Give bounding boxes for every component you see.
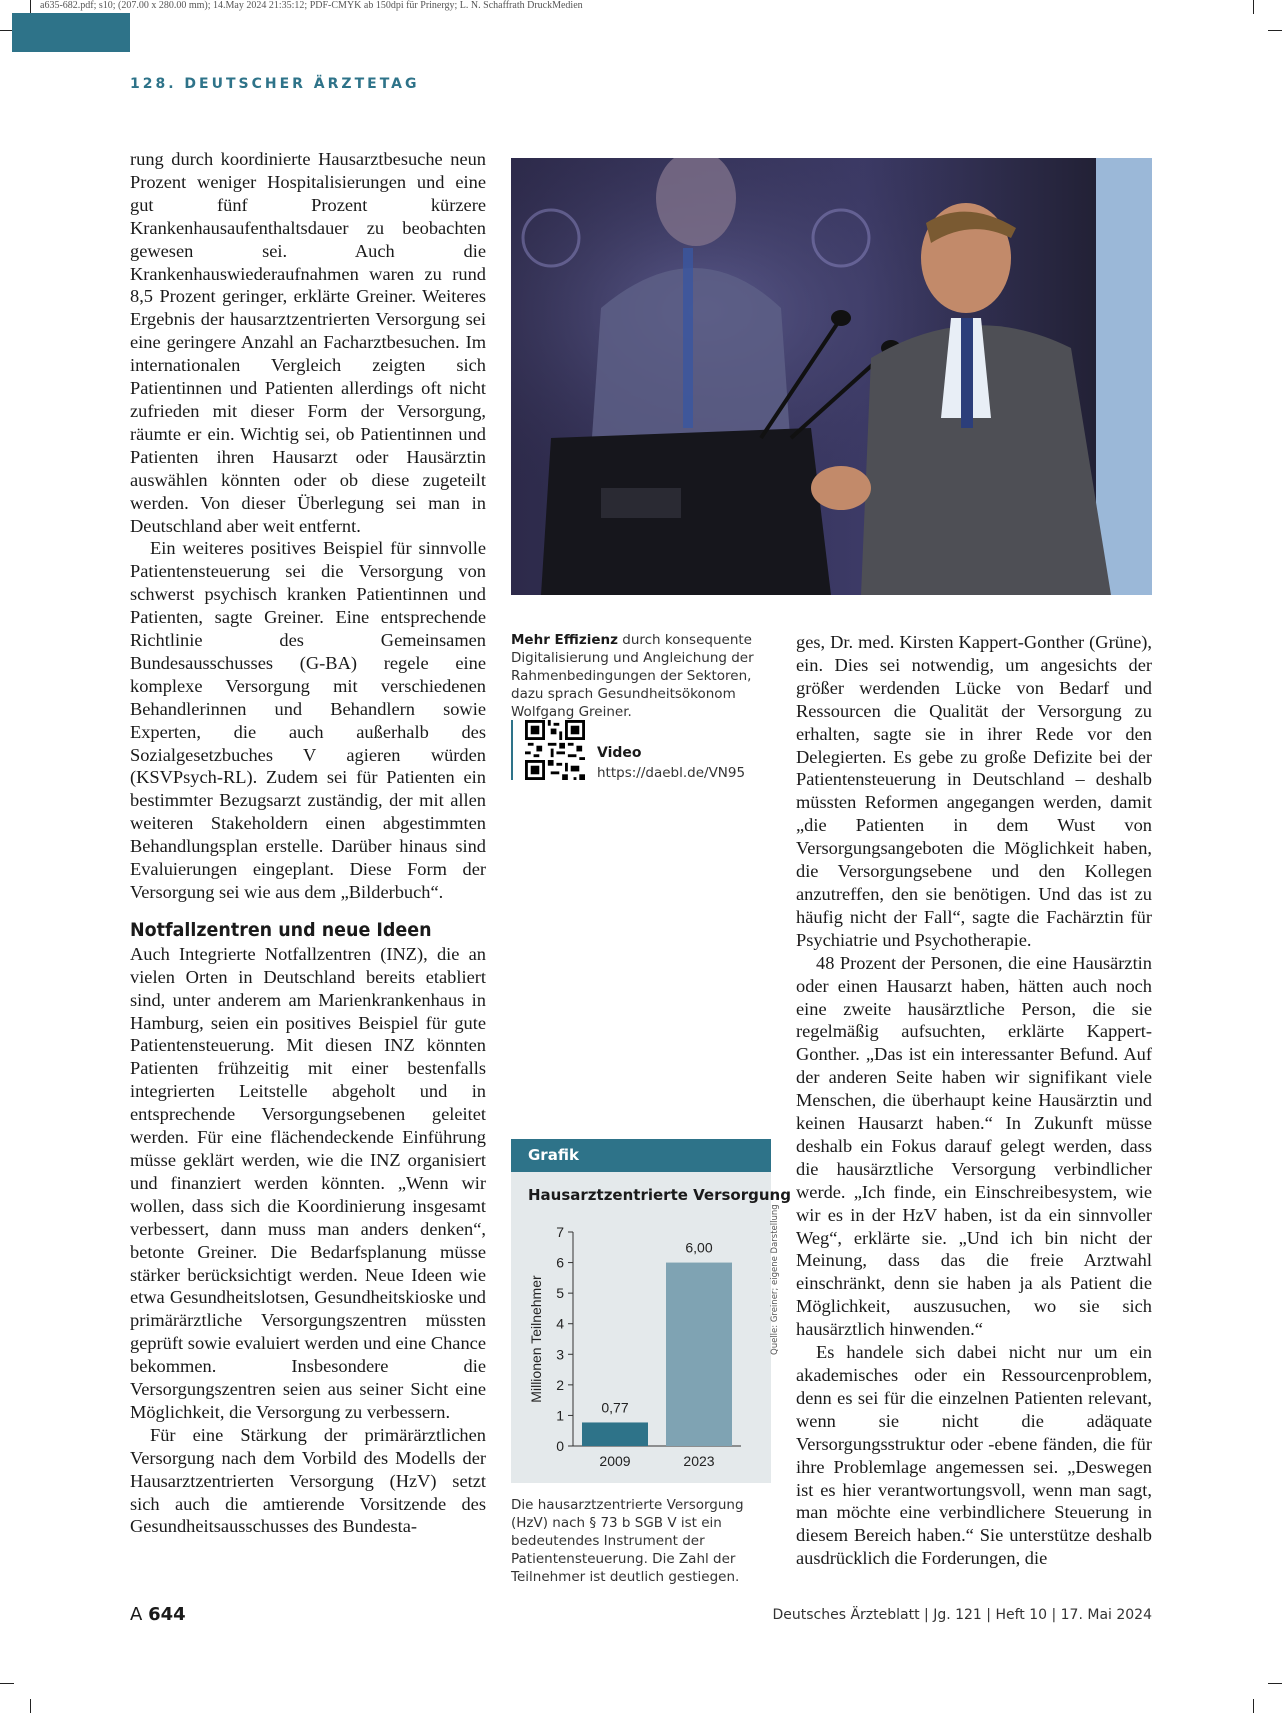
chart-title: Hausarztzentrierte Versorgung bbox=[528, 1186, 791, 1204]
caption-text: durch konsequente Digitalisierung und Angleichung der Rahmenbedingungen der Sektoren, dazu sprach Gesundheitsökonom Wolfgang Greiner. bbox=[511, 632, 754, 720]
right-column bbox=[796, 631, 1152, 1570]
page-number bbox=[130, 1604, 186, 1625]
y-tick-label: 2 bbox=[556, 1376, 564, 1393]
caption-lead: Mehr Effizienz bbox=[511, 632, 618, 648]
page-prefix: A bbox=[130, 1604, 143, 1625]
grafik-caption: Die hausarztzentrierte Versorgung (HzV) nach § 73 b SGB V ist ein bedeutendes Instrument der Patientensteuerung. Die Zahl der Teilnehmer ist deutlich gestiegen. bbox=[511, 1497, 744, 1585]
data-label: 6,00 bbox=[685, 1239, 713, 1256]
y-tick-label: 7 bbox=[556, 1224, 564, 1240]
photo-caption bbox=[511, 631, 771, 721]
qr-code-icon[interactable] bbox=[525, 720, 585, 780]
crop-mark bbox=[1268, 30, 1282, 31]
bar-chart bbox=[511, 1212, 771, 1483]
paragraph: Ein weiteres positives Beispiel für sinnvolle Patientensteuerung sei die Versorgung von schwerst psychisch kranken Patientinnen und Patienten, sagte Greiner. Eine entsprechende Richtlinie des Gemeinsamen Bundesausschusses (G-BA) regele eine komplexe Versorgung mit verschiedenen Behandlerinnen und Behandlern sowie Experten, die auch außerhalb des Sozialgesetzbuches V agieren würden (KSVPsych-RL). Zudem sei für Patienten ein bestimmter Bezugsarzt zuständig, der mit allen weiteren Stakeholdern einen abgestimmten Behandlungsplan erstelle. Darüber hinaus sind Evaluierungen eingeplant. Diese Form der Versorgung sei wie aus dem „Bilderbuch“. bbox=[130, 538, 486, 902]
section-heading: Notfallzentren und neue Ideen bbox=[130, 918, 432, 941]
page-number-value: 644 bbox=[148, 1604, 186, 1625]
bar bbox=[666, 1263, 732, 1446]
header-color-bar bbox=[12, 13, 130, 52]
source-note: Quelle: Greiner; eigene Darstellung bbox=[770, 1204, 780, 1355]
x-tick-label: 2023 bbox=[683, 1453, 715, 1469]
y-axis-label: Millionen Teilnehmer bbox=[528, 1275, 544, 1403]
video-url[interactable]: https://daebl.de/VN95 bbox=[597, 765, 746, 781]
crop-mark bbox=[0, 1683, 14, 1684]
bar bbox=[582, 1422, 648, 1446]
y-tick-label: 0 bbox=[556, 1438, 564, 1454]
y-tick-label: 6 bbox=[556, 1254, 564, 1271]
crop-mark bbox=[30, 0, 31, 14]
video-title: Video bbox=[597, 745, 642, 761]
running-head: 128. DEUTSCHER ÄRZTETAG bbox=[130, 76, 420, 92]
data-label: 0,77 bbox=[601, 1399, 629, 1416]
y-tick-label: 4 bbox=[556, 1315, 564, 1332]
y-tick-label: 1 bbox=[556, 1407, 564, 1424]
paragraph: ges, Dr. med. Kirsten Kappert-Gonther (Grüne), ein. Dies sei notwendig, um angesichts der größer werdenden Lücke von Bedarf und Ressourcen die Qualität der Versorgung zu erhalten, sagte sie in ihrer Rede vor den Delegierten. Es gebe zu große Defizite bei der Patientensteuerung in Deutschland – deshalb müssten Reformen angegangen werden, damit „die Patienten in dem Wust von Versorgungsangeboten die Möglichkeit haben, die Versorgungsebene und den Kollegen anzutreffen, den sie benötigen. Und das ist zu häufig nicht der Fall“, sagte die Fachärztin für Psychiatrie und Psychotherapie. bbox=[796, 632, 1152, 950]
print-meta: a635-682.pdf; s10; (207.00 x 280.00 mm); 14.May 2024 21:35:12; PDF-CMYK ab 150dpi für Prinergy; L. N. Schaffrath DruckMedien bbox=[40, 0, 583, 11]
video-link-box[interactable] bbox=[511, 720, 773, 780]
grafik-header: Grafik bbox=[511, 1139, 771, 1172]
journal-info: Deutsches Ärzteblatt | Jg. 121 | Heft 10 | 17. Mai 2024 bbox=[772, 1607, 1152, 1623]
crop-mark bbox=[30, 1699, 31, 1713]
paragraph: Auch Integrierte Notfallzentren (INZ), die an vielen Orten in Deutschland bereits etabliert sind, unter anderem am Marienkrankenhaus in Hamburg, seien ein positives Beispiel für gute Patientensteuerung. Mit diesen INZ könnten Patienten frühzeitig mit einer bestenfalls integrierten Leitstelle abgeholt und in entsprechende Versorgungsebenen geleitet werden. Für eine flächendeckende Einführung müsse geklärt werden, wie die INZ organisiert und finanziert werden könnten. „Wenn wir wollen, dass sich die Koordinierung insgesamt verbessert, dann muss man anders denken“, betonte Greiner. Die Bedarfsplanung müsse stärker berücksichtigt werden. Neue Ideen wie etwa Gesundheitslotsen, Gesundheitskioske und primärärztliche Versorgungszentren müssten geprüft sowie evaluiert werden und eine Chance bekommen. Insbesondere die Versorgungszentren seien aus seiner Sicht eine Möglichkeit, die Versorgung zu verbessern. bbox=[130, 943, 486, 1422]
speaker-photo bbox=[511, 158, 1152, 595]
paragraph: Es handele sich dabei nicht nur um ein akademisches oder ein Ressourcenproblem, denn es sei für die einzelnen Patienten relevant, wenn sie nicht die adäquate Versorgungsstruktur oder -ebene fänden, die für ihre Problemlage angemessen sei. „Deswegen ist es hier verantwortungsvoll, wenn man sagt, man möchte eine verbindlichere Steuerung in diesem Bereich haben.“ Sie unterstütze deshalb ausdrücklich die Forderungen, die bbox=[796, 1342, 1152, 1569]
paragraph: Für eine Stärkung der primärärztlichen Versorgung nach dem Vorbild des Modells der Hausarztzentrierten Versorgung (HzV) setzt sich auch die amtierende Vorsitzende des Gesundheitsausschusses des Bundesta- bbox=[130, 1424, 486, 1537]
crop-mark bbox=[1253, 0, 1254, 14]
y-tick-label: 3 bbox=[556, 1346, 564, 1363]
paragraph: rung durch koordinierte Hausarztbesuche neun Prozent weniger Hospitalisierungen und eine gut fünf Prozent kürzere Krankenhausaufenthaltsdauer zu beobachten gewesen sei. Auch die Krankenhauswiederaufnahmen waren zu rund 8,5 Prozent geringer, erklärte Greiner. Weiteres Ergebnis der hausarztzentrierten Versorgung sei eine geringere Anzahl an Facharztbesuchen. Im internationalen Vergleich zeigten sich Patientinnen und Patienten allerdings oft nicht zufrieden mit dieser Form der Versorgung, räumte er ein. Wichtig sei, ob Patientinnen und Patienten ihren Hausarzt oder Hausärztin auswählen könnten oder ob diese zugeteilt werden. Von dieser Überlegung sei man in Deutschland aber weit entfernt. bbox=[130, 149, 486, 536]
left-column bbox=[130, 148, 486, 1538]
crop-mark bbox=[1268, 1683, 1282, 1684]
y-tick-label: 5 bbox=[556, 1285, 564, 1302]
crop-mark bbox=[1253, 1699, 1254, 1713]
paragraph: 48 Prozent der Personen, die eine Hausärztin oder einen Hausarzt haben, hätten auch noch eine zweite hausärztliche Person, die sie regelmäßig aufsuchten, erklärte Kappert-Gonther. „Das ist ein interessanter Befund. Auf der anderen Seite haben wir signifikant viele Menschen, die überhaupt keine Hausärztin und keinen Hausarzt haben.“ In Zukunft müsse deshalb ein Fokus darauf gelegt werden, dass die hausärztliche Versorgung verbindlicher werde. „Ich finde, ein Einschreibesystem, wie wir es in der HzV haben, ist da ein sinnvoller Weg“, erklärte sie. „Und ich bin nicht der Meinung, dass das die freie Arztwahl einschränkt, denn sie haben ja als Patient die Möglichkeit, auszusuchen, wo sie sich hausärztlich hinwenden.“ bbox=[796, 952, 1152, 1340]
x-tick-label: 2009 bbox=[599, 1453, 631, 1469]
speaker-photo-illustration bbox=[511, 158, 1152, 595]
